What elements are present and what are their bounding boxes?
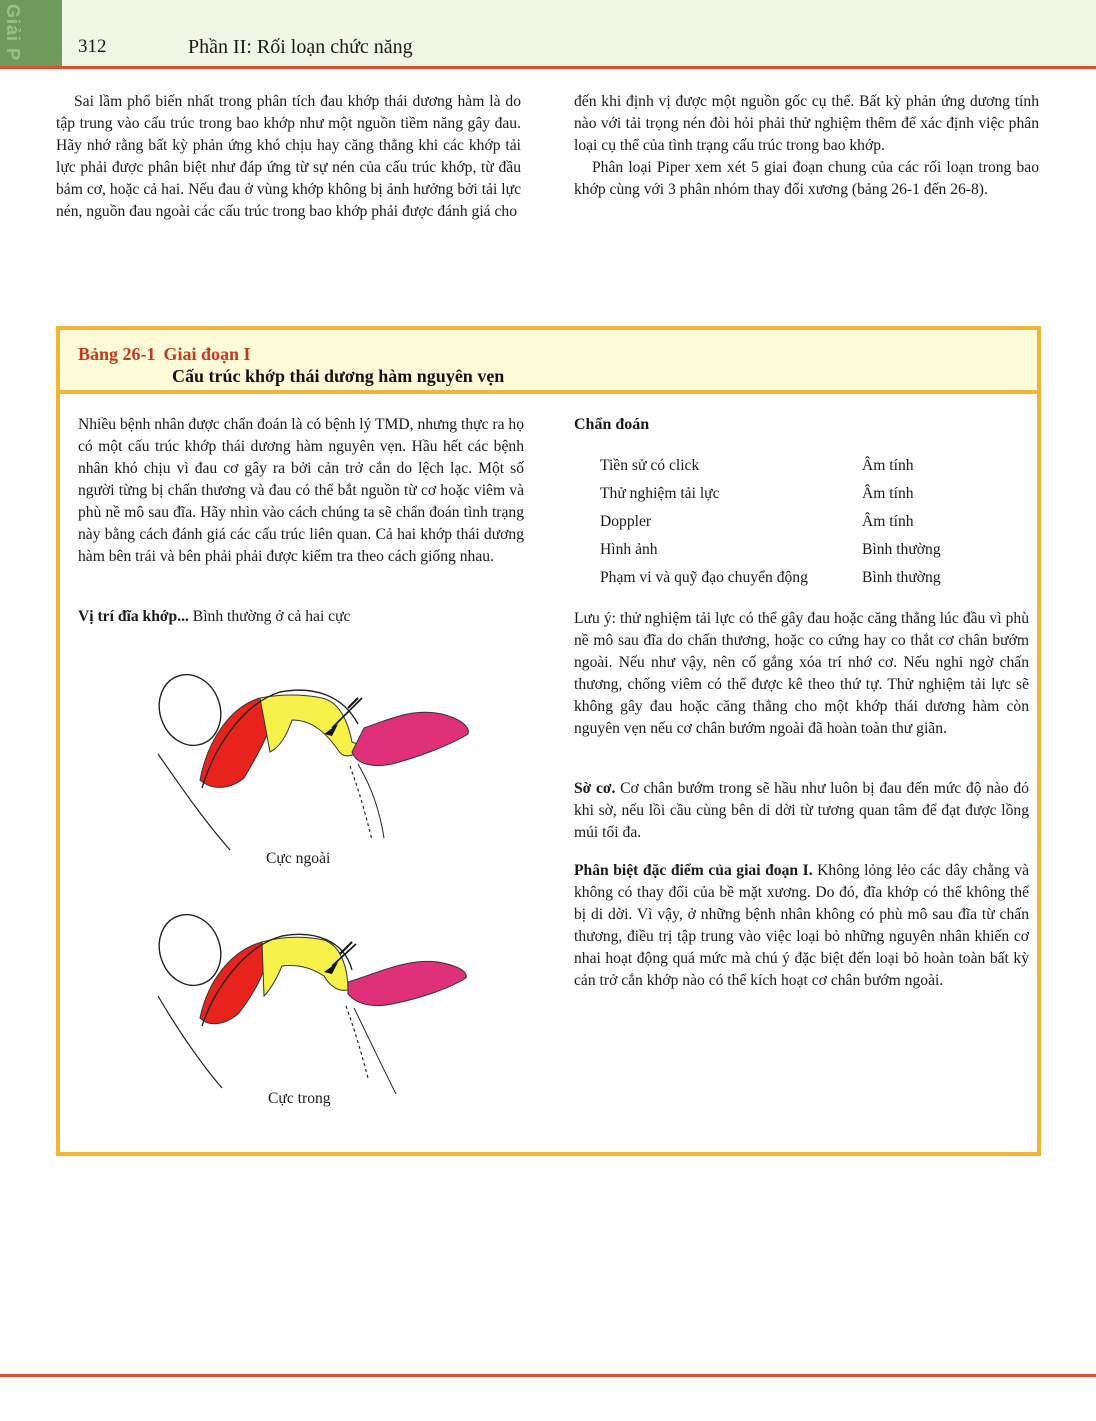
diagnosis-result: Âm tính [862, 513, 914, 530]
running-head: Phần II: Rối loạn chức năng [188, 36, 413, 58]
intro-right-paragraph-2: Phân loại Piper xem xét 5 giai đoạn chung của các rối loạn trong bao khớp cùng với 3 phân nhóm thay đổi xương (bảng 26-1 đến 26-8). [574, 159, 1039, 198]
top-rule [0, 66, 1096, 69]
diagnosis-row [600, 508, 992, 536]
features-block [574, 860, 1029, 992]
table-body-left [78, 414, 524, 568]
diagnosis-test: Doppler [600, 513, 652, 530]
figure-caption-lateral: Cực ngoài [266, 850, 331, 867]
table-number: Bảng 26-1 [78, 344, 156, 364]
note-text: Lưu ý: thử nghiệm tải lực có thể gây đau hoặc căng thẳng lúc đầu vì phù nề mô sau đĩa do chấn thương, hoặc co cứng hay co thắt cơ chân bướm ngoài. Nếu như vậy, nên cố gắng xóa trí nhớ cơ. Nếu nghi ngờ chấn thương, chống viêm có thể được kê theo thứ tự. Thử nghiệm tải lực sẽ không gây đau hoặc căng thẳng cho một khớp thái dương hàm còn nguyên vẹn nếu cơ chân bướm ngoài đã hoàn toàn thư giãn. [574, 610, 1029, 737]
diagnosis-test: Thử nghiệm tải lực [600, 485, 720, 502]
diagnosis-heading: Chẩn đoán [574, 416, 650, 433]
features-label: Phân biệt đặc điểm của giai đoạn I. [574, 862, 813, 879]
page-number: 312 [78, 36, 107, 57]
diagnosis-table [600, 452, 992, 592]
muscle-red-region [200, 942, 272, 1024]
figure-caption-medial: Cực trong [268, 1090, 331, 1107]
diagnosis-row [600, 564, 992, 592]
table-subtitle: Cấu trúc khớp thái dương hàm nguyên vẹn [172, 366, 505, 386]
diagnosis-row [600, 536, 992, 564]
table-label [78, 344, 251, 365]
table-26-1 [56, 326, 1041, 1156]
palpation-block [574, 778, 1029, 844]
bottom-rule [0, 1374, 1096, 1377]
features-text: Không lỏng lẻo các dây chằng và không có thay đổi của bề mặt xương. Do đó, đĩa khớp có thể không thể bị di dời. Vì vậy, ở những bệnh nhân không có phù mô sau đĩa từ chấn thương, điều trị tập trung vào việc loại bỏ những nguyên nhân khiến cơ nhai hoạt động quá mức mà chú ý đặc biệt đến loại bỏ hoàn toàn bất kỳ cản trở cắn khớp nào có thể kích hoạt cơ chân bướm ngoài. [574, 862, 1029, 989]
dashed-outline [350, 766, 372, 840]
note-block [574, 608, 1029, 740]
palpation-label: Sờ cơ. [574, 780, 616, 797]
intro-right-paragraph-1: đến khi định vị được một nguồn gốc cụ thể. Bất kỳ phản ứng dương tính nào với tải trọng nén đòi hỏi phải thử nghiệm thêm để xác định việc phân loại cụ thể của tình trạng cấu trúc trong bao khớp. [574, 93, 1039, 154]
tmj-figure-lateral-pole [152, 668, 472, 868]
diagnosis-result: Âm tính [862, 485, 914, 502]
intro-left-column [56, 91, 521, 223]
header-band [0, 0, 1096, 66]
disc-position-line [78, 606, 524, 628]
diagnosis-test: Hình ảnh [600, 541, 658, 558]
diagnosis-test: Tiền sử có click [600, 457, 700, 474]
muscle-pink-region [352, 712, 468, 765]
diagnosis-result: Bình thường [862, 541, 941, 558]
side-tab [0, 0, 62, 66]
diagnosis-test: Phạm vi và quỹ đạo chuyển động [600, 569, 808, 586]
intro-left-paragraph: Sai lầm phổ biến nhất trong phân tích đau khớp thái dương hàm là do tập trung vào cấu trúc trong bao khớp như một nguồn tiềm năng gây đau. Hãy nhớ rằng bất kỳ phản ứng khó chịu hay căng thẳng khi các khớp tải lực phải được phân biệt như đáp ứng từ sự nén của cấu trúc khớp, từ đầu bám cơ, hoặc cả hai. Nếu đau ở vùng khớp không bị ảnh hưởng bởi tải lực nén, nguồn đau ngoài các cấu trúc trong bao khớp phải được đánh giá cho [56, 93, 521, 220]
disc-position-value: Bình thường ở cả hai cực [188, 608, 351, 625]
table-body-paragraph: Nhiều bệnh nhân được chẩn đoán là có bệnh lý TMD, nhưng thực ra họ có một cấu trúc khớp thái dương hàm nguyên vẹn. Hầu hết các bệnh nhân khó chịu vì đau cơ gây ra bởi cản trở cắn do lệch lạc. Một số người từng bị chấn thương và đau có thể bắt nguồn từ cơ hoặc viêm và phù nề mô sau đĩa. Hãy nhìn vào cách chúng ta sẽ chẩn đoán tình trạng này bằng cách đánh giá các cấu trúc liên quan. Cả hai khớp thái dương hàm bên trái và bên phải phải được kiểm tra theo cách giống nhau. [78, 416, 525, 565]
tmj-figure-medial-pole [152, 910, 472, 1110]
side-tab-text: Giải P [3, 4, 23, 62]
diagnosis-row [600, 480, 992, 508]
ramus-line [354, 1008, 396, 1094]
palpation-text: Cơ chân bướm trong sẽ hầu như luôn bị đau đến mức độ nào đó khi sờ, nếu lồi cầu cùng bên di dời từ tương quan tâm để đạt được lồng múi tối đa. [574, 780, 1029, 841]
table-header [60, 330, 1037, 394]
intro-right-column [574, 91, 1039, 201]
disc-position-label: Vị trí đĩa khớp... [78, 608, 189, 625]
dashed-outline [346, 1006, 368, 1078]
diagnosis-result: Bình thường [862, 569, 941, 586]
diagnosis-row [600, 452, 992, 480]
table-stage: Giai đoạn I [163, 344, 251, 364]
diagnosis-result: Âm tính [862, 457, 914, 474]
muscle-pink-region [348, 961, 466, 1005]
